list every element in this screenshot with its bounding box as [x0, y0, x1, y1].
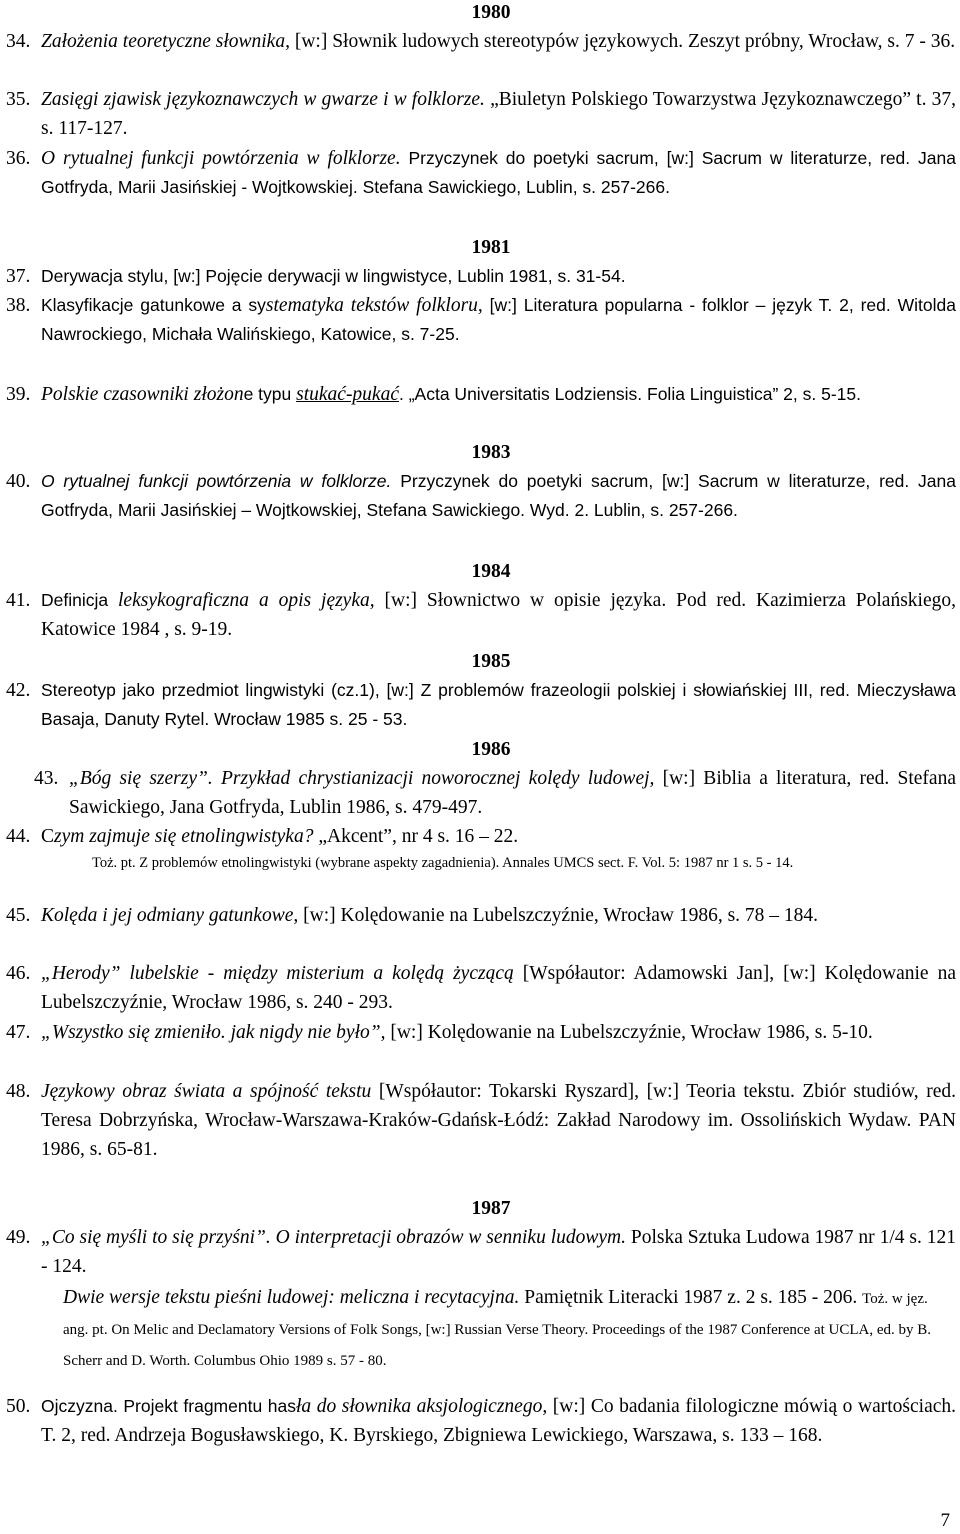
year-heading-1981: 1981: [471, 237, 511, 258]
entry-title-lead: Ojczyzna. Projekt fragmentu has: [41, 1396, 296, 1416]
entry-number: 50.: [6, 1396, 31, 1417]
entry-title: ła do słownika aksjologicznego,: [295, 1396, 548, 1417]
entry-number: 48.: [6, 1081, 31, 1102]
entry-42: [6, 676, 956, 734]
entry-source: [w:] Słownik ludowych stereotypów językowych. Zeszyt próbny, Wrocław, s. 7 - 36.: [289, 31, 956, 52]
entry-title-lead: Klasyfikacje gatunkowe a sy: [41, 295, 266, 315]
year-heading-1985: 1985: [471, 651, 511, 672]
entry-46: [6, 959, 956, 1017]
entry-source: [w:] Kolędowanie na Lubelszczyźnie, Wrocław 1986, s. 5-10.: [385, 1022, 873, 1043]
entry-source: [w:] Biblia a literatura, red. Stefana Sawickiego, Jana Gotfryda, Lublin 1986, s. 479-497.: [69, 768, 956, 818]
entry-number: 49.: [6, 1227, 31, 1248]
entry-number: 34.: [6, 31, 31, 52]
entry-number: 43.: [34, 768, 59, 789]
entry-source: Przyczynek do poetyki sacrum, [w:] Sacrum w literaturze, red. Jana Gotfryda, Marii Jasińskiej – Wojtkowskiej, Stefana Sawickiego. Wyd. 2. Lublin, s. 257-266.: [41, 471, 956, 520]
entry-number: 45.: [6, 905, 31, 926]
entry-49-subitem: [40, 1283, 956, 1376]
entry-number: 41.: [6, 590, 31, 611]
entry-number: 37.: [6, 266, 31, 287]
entry-34: [6, 27, 956, 56]
entry-title: O rytualnej funkcji powtórzenia w folklorze.: [41, 148, 401, 169]
entry-title: zym zajmuje się etnolingwistyka?: [54, 826, 314, 847]
entry-36: [6, 144, 956, 202]
entry-title: „Wszystko się zmieniło. jak nigdy nie było”,: [41, 1022, 386, 1043]
subitem-title: Dwie wersje tekstu pieśni ludowej: meliczna i recytacyjna.: [63, 1287, 520, 1308]
entry-title: Polskie czasowniki złożon: [41, 384, 244, 405]
entry-title: „Herody” lubelskie - między misterium a kolędą życzącą: [41, 963, 514, 984]
entry-number: 36.: [6, 148, 31, 169]
entry-39: [6, 380, 956, 409]
entry-38: [6, 291, 956, 349]
entry-47: [6, 1018, 956, 1047]
subitem-note: Toż. w jęz. ang. pt. On Melic and Declamatory Versions of Folk Songs, [w:] Russian Verse Theory. Proceedings of the 1987 Conference at UCLA, ed. by B. Scherr and D. Worth. Columbus Ohio 1989 s. 57 - 80.: [63, 1291, 932, 1369]
entry-number: 35.: [6, 89, 31, 110]
entry-50: [6, 1392, 956, 1450]
entry-number: 47.: [6, 1022, 31, 1043]
entry-source: [Współautor: Adamowski Jan], [w:] Kolędowanie na Lubelszczyźnie, Wrocław 1986, s. 240 - 293.: [41, 963, 956, 1013]
entry-source: Stereotyp jako przedmiot lingwistyki (cz.1), [w:] Z problemów frazeologii polskiej i słowiańskiej III, red. Mieczysława Basaja, Danuty Rytel. Wrocław 1985 s. 25 - 53.: [41, 680, 956, 729]
subitem-source: Pamiętnik Literacki 1987 z. 2 s. 185 - 206.: [519, 1287, 863, 1308]
entry-43: [6, 764, 956, 822]
year-heading-1980: 1980: [471, 2, 511, 23]
year-heading-1984: 1984: [471, 561, 511, 582]
entry-41: [6, 586, 956, 644]
entry-title: stematyka tekstów folkloru,: [265, 295, 483, 316]
entry-title: O rytualnej funkcji powtórzenia w folklorze.: [41, 471, 392, 491]
entry-44-note: [92, 850, 956, 876]
entry-title: Językowy obraz świata a spójność tekstu: [41, 1081, 372, 1102]
entry-source: Polska Sztuka Ludowa 1987 nr 1/4 s. 121 - 124.: [41, 1227, 956, 1277]
year-heading-1983: 1983: [471, 442, 511, 463]
entry-source: „Akcent”, nr 4 s. 16 – 22.: [313, 826, 519, 847]
entry-45: [6, 901, 956, 930]
entry-number: 44.: [6, 826, 31, 847]
entry-source: Przyczynek do poetyki sacrum, [w:] Sacrum w literaturze, red. Jana Gotfryda, Marii Jasińskiej - Wojtkowskiej. Stefana Sawickiego, Lublin, s. 257-266.: [41, 148, 956, 197]
entry-number: 39.: [6, 384, 31, 405]
entry-title-tail: e typu: [243, 384, 297, 404]
entry-underlined-phrase: stukać-pukać: [296, 384, 399, 405]
entry-source: Derywacja stylu, [w:] Pojęcie derywacji w lingwistyce, Lublin 1981, s. 31-54.: [41, 266, 626, 286]
entry-source: [w:] Literatura popularna - folklor – język T. 2, red. Witolda Nawrockiego, Michała Walińskiego, Katowice, s. 7-25.: [41, 295, 956, 344]
entry-source: . „Acta Universitatis Lodziensis. Folia Linguistica” 2, s. 5-15.: [399, 384, 861, 404]
note-text: Toż. pt. Z problemów etnolingwistyki (wybrane aspekty zagadnienia). Annales UMCS sect. F. Vol. 5: 1987 nr 1 s. 5 - 14.: [92, 855, 794, 871]
entry-40: [6, 467, 956, 525]
entry-number: 42.: [6, 680, 31, 701]
entry-title-lead: C: [41, 826, 55, 847]
entry-title: „Co się myśli to się przyśni”. O interpretacji obrazów w senniku ludowym.: [41, 1227, 626, 1248]
entry-source: [w:] Co badania filologiczne mówią o wartościach. T. 2, red. Andrzeja Bogusławskiego, K. Byrskiego, Zbigniewa Lewickiego, Warszawa, s. 133 – 168.: [41, 1396, 956, 1446]
entry-37: [6, 262, 956, 291]
entry-48: [6, 1077, 956, 1164]
entry-title: Kolęda i jej odmiany gatunkowe,: [41, 905, 299, 926]
entry-title: „Bóg się szerzy”. Przykład chrystianizacji noworocznej kolędy ludowej,: [69, 768, 655, 789]
entry-source: [w:] Słownictwo w opisie języka. Pod red. Kazimierza Polańskiego, Katowice 1984 , s. 9-19.: [41, 590, 956, 640]
entry-number: 38.: [6, 295, 31, 316]
entry-44: [6, 822, 956, 851]
entry-number: 40.: [6, 471, 31, 492]
entry-title: leksykograficzna a opis języka,: [118, 590, 375, 611]
entry-source: „Biuletyn Polskiego Towarzystwa Językoznawczego” t. 37, s. 117-127.: [41, 89, 956, 139]
entry-source: [w:] Kolędowanie na Lubelszczyźnie, Wrocław 1986, s. 78 – 184.: [298, 905, 819, 926]
entry-title: Założenia teoretyczne słownika,: [41, 31, 290, 52]
entry-35: [6, 85, 956, 143]
entry-source: [Współautor: Tokarski Ryszard], [w:] Teoria tekstu. Zbiór studiów, red. Teresa Dobrzyńska, Wrocław-Warszawa-Kraków-Gdańsk-Łódź: Zakład Narodowy im. Ossolińskich Wydaw. PAN 1986, s. 65-81.: [41, 1081, 956, 1160]
entry-49: [6, 1223, 956, 1281]
page-number: 7: [940, 1510, 950, 1531]
year-heading-1986: 1986: [471, 739, 511, 760]
year-heading-1987: 1987: [471, 1198, 511, 1219]
entry-title: Zasięgi zjawisk językoznawczych w gwarze i w folklorze.: [41, 89, 485, 110]
entry-number: 46.: [6, 963, 31, 984]
entry-title-lead: Definicja: [41, 590, 119, 610]
